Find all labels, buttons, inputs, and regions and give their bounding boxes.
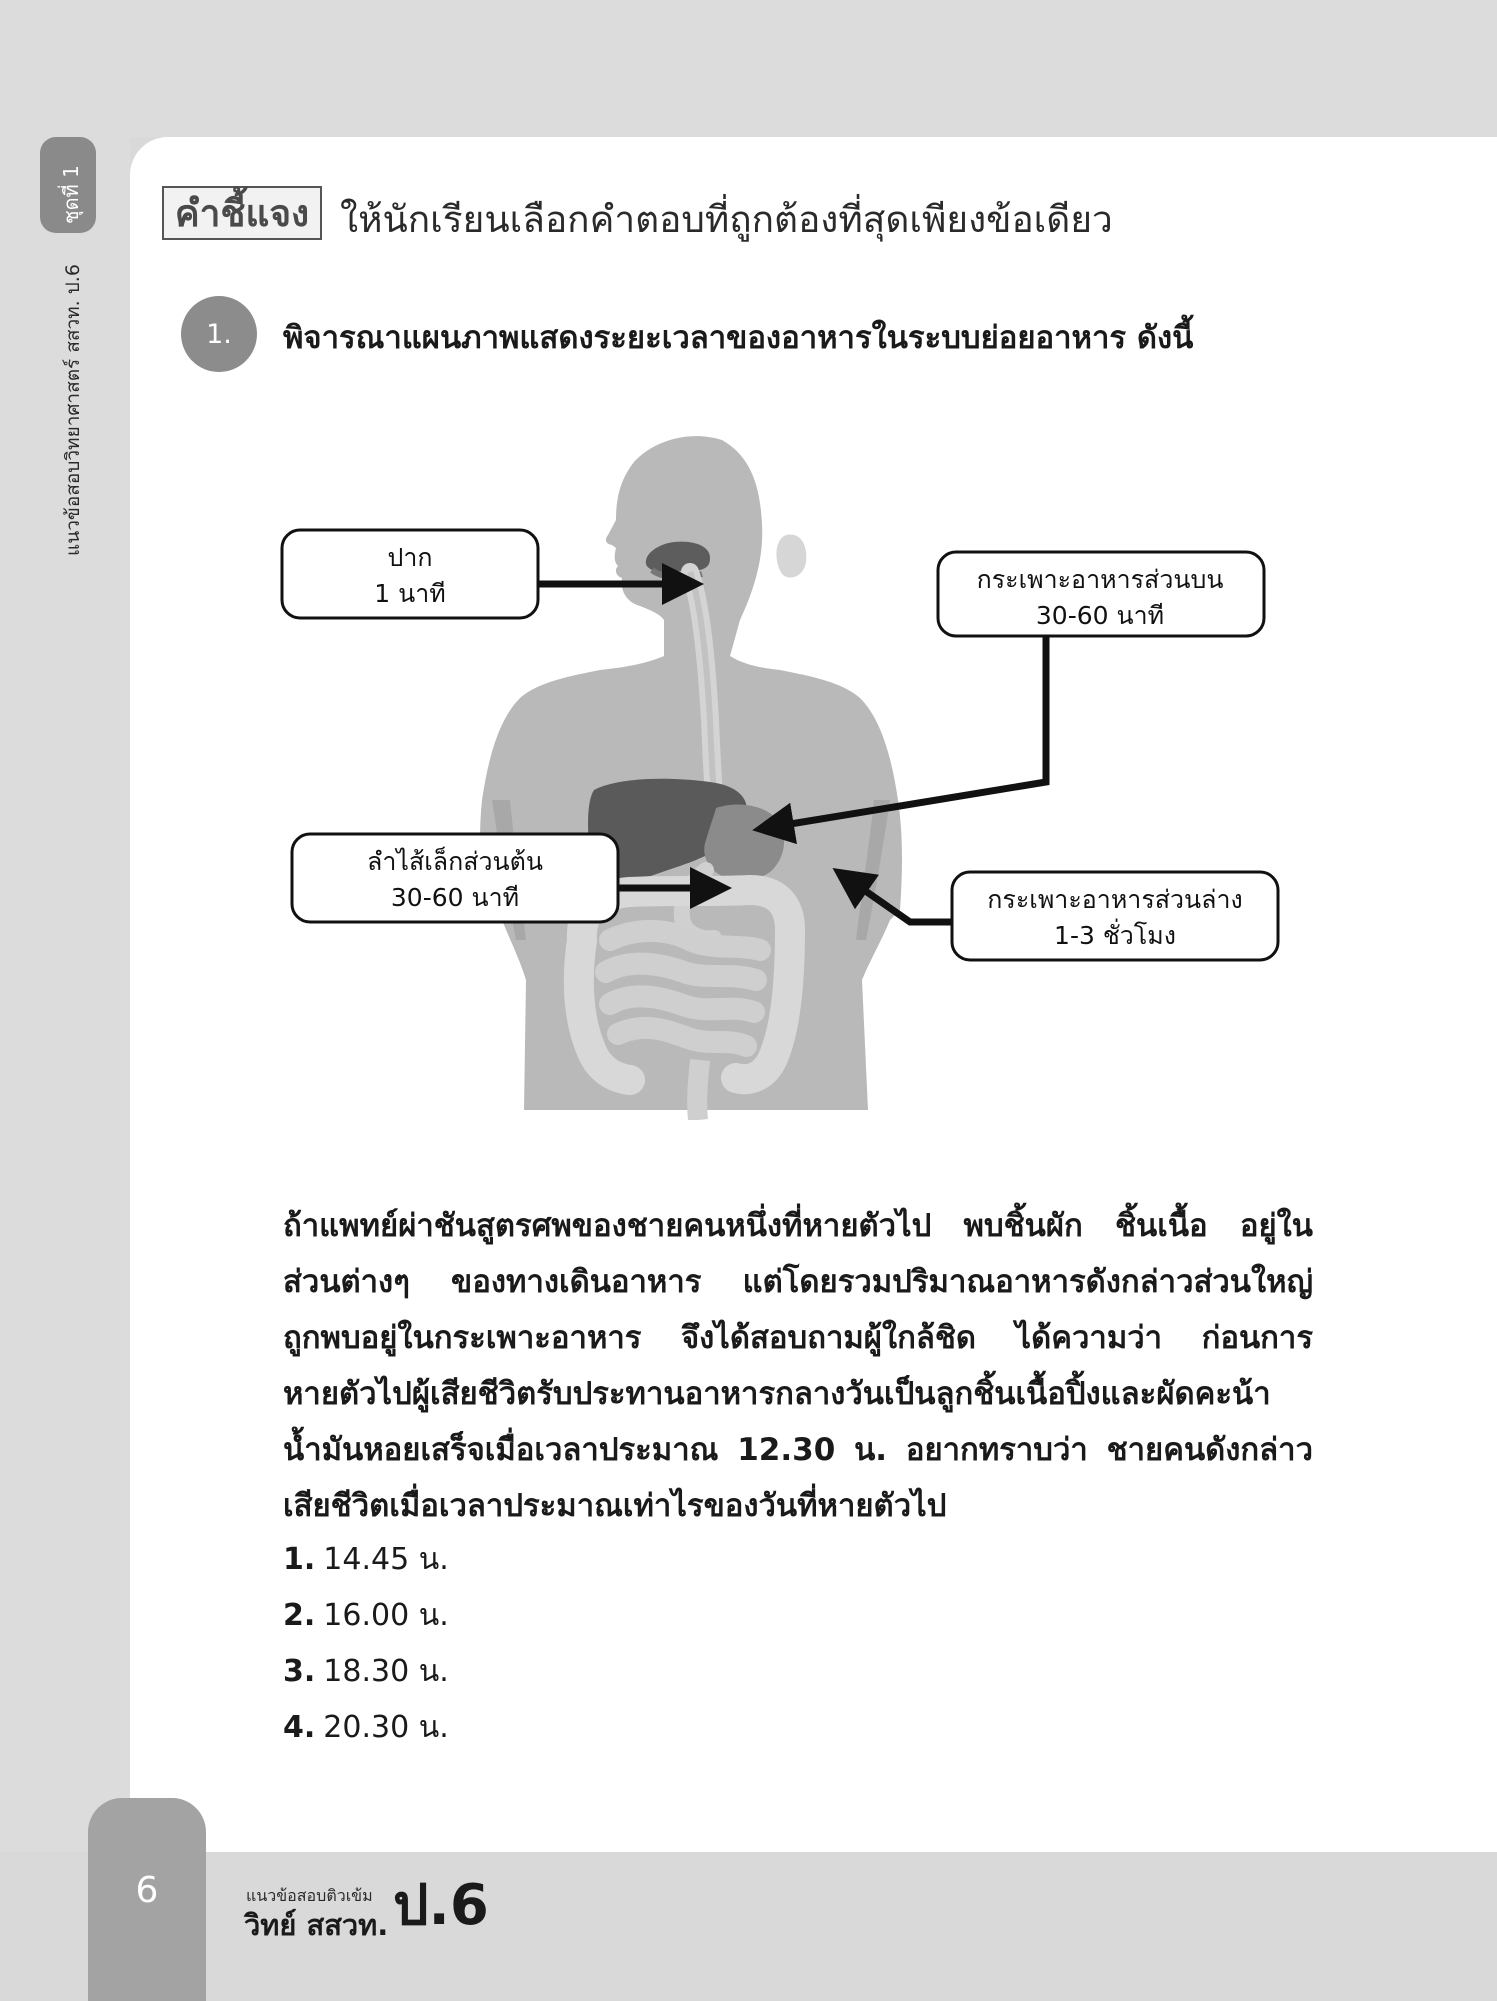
paragraph-line: หายตัวไปผู้เสียชีวิตรับประทานอาหารกลางวันเป็นลูกชิ้นเนื้อปิ้งและผัดคะน้า [283, 1376, 1271, 1412]
footer-band [0, 1852, 1497, 2001]
paragraph-line: ถ้าแพทย์ผ่าชันสูตรศพของชายคนหนึ่งที่หายตัวไป พบชิ้นผัก ชิ้นเนื้อ อยู่ใน [283, 1208, 1313, 1244]
digestive-system-diagram [270, 420, 1300, 1120]
question-number-badge [181, 296, 257, 372]
choice-number: 2. [283, 1598, 316, 1633]
book-title-vertical: แนวข้อสอบวิทยาศาสตร์ สสวท. ป.6 [62, 264, 84, 556]
choice-4[interactable] [283, 1700, 449, 1756]
box-small-intestine-time: 30-60 นาที [390, 883, 520, 912]
brand-grade: ป.6 [393, 1873, 489, 1938]
choice-2[interactable] [283, 1588, 449, 1644]
choice-number: 4. [283, 1710, 316, 1745]
paragraph-line: ส่วนต่างๆ ของทางเดินอาหาร แต่โดยรวมปริมาณอาหารดังกล่าวส่วนใหญ่ [283, 1264, 1313, 1300]
box-upper-stomach-time: 30-60 นาที [1035, 601, 1165, 630]
box-upper-stomach-name: กระเพาะอาหารส่วนบน [976, 565, 1224, 594]
question-paragraph [283, 1198, 1313, 1534]
choice-number: 1. [283, 1542, 316, 1577]
box-lower-stomach-name: กระเพาะอาหารส่วนล่าง [987, 885, 1243, 914]
page-number: 6 [135, 1870, 159, 1911]
question-number: 1. [206, 318, 232, 350]
answer-choices [283, 1532, 449, 1756]
box-mouth-name: ปาก [387, 543, 433, 572]
instruction-label-box [162, 186, 322, 240]
paragraph-line: เสียชีวิตเมื่อเวลาประมาณเท่าไรของวันที่หายตัวไป [283, 1488, 947, 1524]
box-small-intestine-name: ลำไส้เล็กส่วนต้น [367, 847, 543, 876]
question-title: พิจารณาแผนภาพแสดงระยะเวลาของอาหารในระบบย่อยอาหาร ดังนี้ [283, 320, 1194, 356]
nasal-cavity [776, 535, 806, 578]
paragraph-line: น้ำมันหอยเสร็จเมื่อเวลาประมาณ 12.30 น. อยากทราบว่า ชายคนดังกล่าว [283, 1432, 1313, 1468]
choice-text: 18.30 น. [323, 1654, 449, 1689]
choice-3[interactable] [283, 1644, 449, 1700]
choice-text: 16.00 น. [323, 1598, 449, 1633]
choice-text: 14.45 น. [323, 1542, 449, 1577]
box-mouth-time: 1 นาที [374, 579, 446, 608]
top-margin [0, 0, 1497, 137]
box-lower-stomach-time: 1-3 ชั่วโมง [1054, 921, 1176, 950]
choice-1[interactable] [283, 1532, 449, 1588]
stomach [704, 805, 784, 881]
instruction-label: คำชี้แจง [174, 191, 310, 235]
paragraph-line: ถูกพบอยู่ในกระเพาะอาหาร จึงได้สอบถามผู้ใกล้ชิด ได้ความว่า ก่อนการ [283, 1320, 1313, 1356]
instruction-text: ให้นักเรียนเลือกคำตอบที่ถูกต้องที่สุดเพียงข้อเดียว [340, 198, 1113, 241]
rectum [697, 1060, 700, 1120]
choice-text: 20.30 น. [323, 1710, 449, 1745]
brand-tagline: แนวข้อสอบติวเข้ม [246, 1886, 373, 1905]
choice-number: 3. [283, 1654, 316, 1689]
brand-name: วิทย์ สสวท. [244, 1908, 389, 1942]
set-label: ชุดที่ 1 [59, 165, 83, 224]
